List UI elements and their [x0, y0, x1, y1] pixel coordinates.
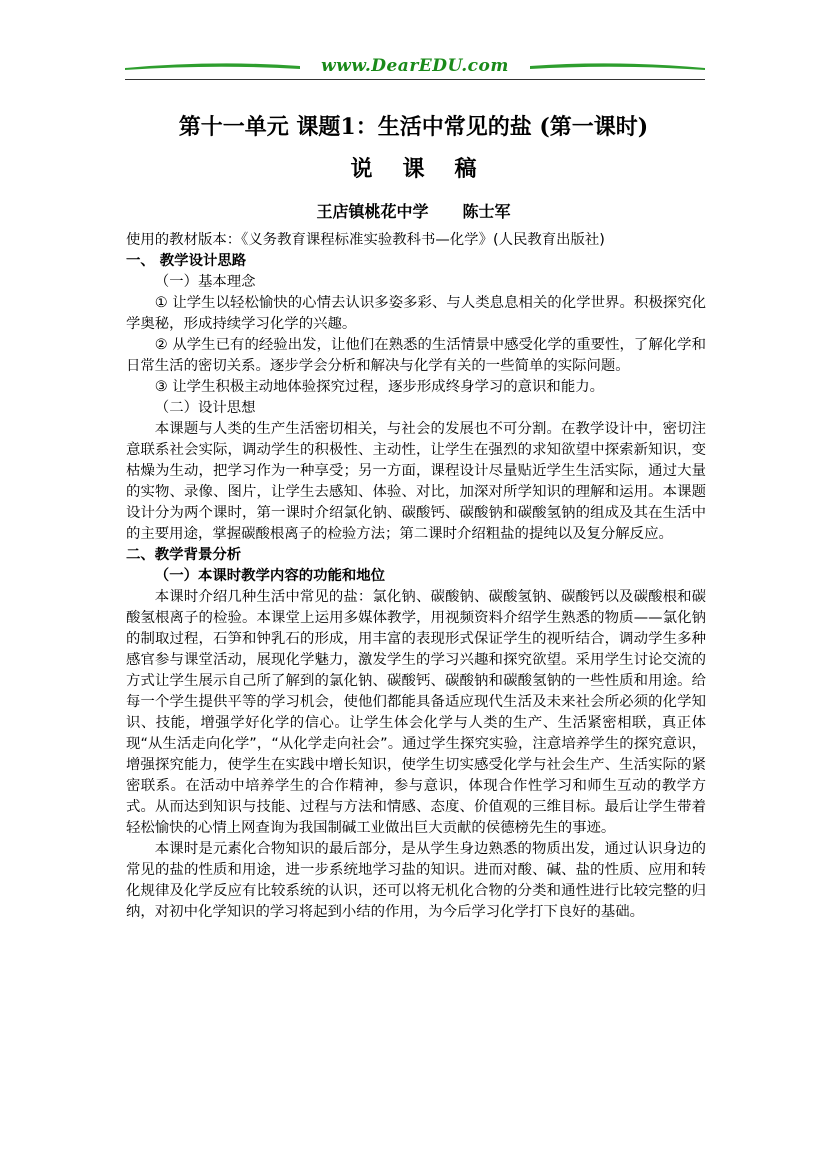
section1-heading: 一、 教学设计思路	[126, 253, 247, 269]
textbook-line: 使用的教材版本：《义务教育课程标准实验教科书—化学》(人民教育出版社)	[126, 232, 605, 248]
site-name[interactable]: www.DearEDU.com	[321, 56, 509, 76]
section2-p1: 本课时介绍几种生活中常见的盐：氯化钠、碳酸钠、碳酸氢钠、碳酸钙以及碳酸根和碳酸氢根离子的检验。本课堂上运用多媒体教学，用视频资料介绍学生熟悉的物质——氯化钠的制取过程，石笋和钟乳石的形成，用丰富的表现形式保证学生的视听结合，调动学生多种感官参与课堂活动，展现化学魅力，激发学生的学习兴趣和探究欲望。采用学生讨论交流的方式让学生展示自己所了解到的氯化钠、碳酸钙、碳酸钠和碳酸氢钠的一些性质和用途。给每一个学生提供平等的学习机会，使他们都能具备适应现代生活及未来社会所必须的化学知识、技能，增强学好化学的信心。让学生体会化学与人类的生产、生活紧密相联，真正体现“从生活走向化学”，“从化学走向社会”。通过学生探究实验，注意培养学生的探究意识，增强探究能力，使学生在实践中增长知识，使学生切实感受化学与社会生产、生活实际的紧密联系。在活动中培养学生的合作精神，参与意识，体现合作性学习和师生互动的教学方式。从而达到知识与技能、过程与方法和情感、态度、价值观的三维目标。最后让学生带着轻松愉快的心情上网查询为我国制碱工业做出巨大贡献的侯德榜先生的事迹。	[126, 589, 706, 836]
section1-p1: ① 让学生以轻松愉快的心情去认识多姿多彩、与人类息息相关的化学世界。积极探究化学奥秘，形成持续学习化学的兴趣。	[126, 295, 706, 332]
author-name: 陈士军	[462, 202, 511, 221]
site-header	[125, 54, 705, 80]
document-body	[126, 230, 706, 923]
section1-p3: ③ 让学生积极主动地体验探究过程，逐步形成终身学习的意识和能力。	[154, 379, 604, 395]
author-school: 王店镇桃花中学	[316, 202, 429, 221]
section1-sub2: （二）设计思想	[154, 400, 256, 416]
header-divider	[125, 79, 705, 80]
section1-sub1: （一）基本理念	[154, 274, 256, 290]
section2-p2: 本课时是元素化合物知识的最后部分，是从学生身边熟悉的物质出发，通过认识身边的常见的盐的性质和用途，进一步系统地学习盐的知识。进而对酸、碱、盐的性质、应用和转化规律及化学反应有比较系统的认识，还可以将无机化合物的分类和通性进行比较完整的归纳，对初中化学知识的学习将起到小结的作用，为今后学习化学打下良好的基础。	[126, 841, 706, 920]
section2-heading: 二、教学背景分析	[126, 547, 242, 563]
section1-p2: ② 从学生已有的经验出发，让他们在熟悉的生活情景中感受化学的重要性，了解化学和日常生活的密切关系。逐步学会分析和解决与化学有关的一些简单的实际问题。	[126, 337, 706, 374]
page-title: 第十一单元 课题1：生活中常见的盐 (第一课时)	[178, 114, 649, 140]
author-line	[0, 199, 827, 222]
section2-sub1: （一）本课时教学内容的功能和地位	[154, 568, 386, 584]
page-subtitle: 说课稿	[350, 156, 507, 182]
section1-p4: 本课题与人类的生产生活密切相关，与社会的发展也不可分割。在教学设计中，密切注意联系社会实际，调动学生的积极性、主动性，让学生在强烈的求知欲望中探索新知识，变枯燥为生动，把学习作为一种享受；另一方面，课程设计尽量贴近学生生活实际，通过大量的实物、录像、图片，让学生去感知、体验、对比，加深对所学知识的理解和运用。本课题设计分为两个课时，第一课时介绍氯化钠、碳酸钙、碳酸钠和碳酸氢钠的组成及其在生活中的主要用途，掌握碳酸根离子的检验方法；第二课时介绍粗盐的提纯以及复分解反应。	[126, 421, 706, 542]
